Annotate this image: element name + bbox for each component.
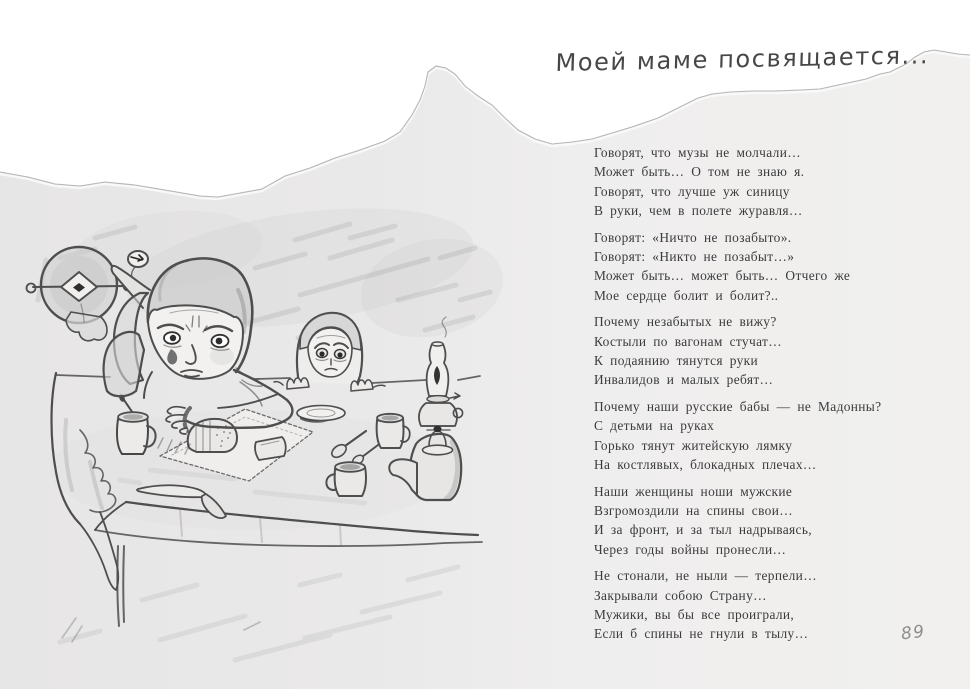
poem-stanza	[594, 143, 881, 220]
child-hand-right	[351, 380, 373, 391]
poem-line: К подаянию тянутся руки	[594, 352, 759, 368]
poem-line: Мужики, вы бы все проиграли,	[594, 607, 795, 623]
poem-line: Мое сердце болит и болит?..	[594, 287, 779, 303]
poem-line: Может быть… О том не знаю я.	[594, 164, 805, 180]
poem-line: Наши женщины ноши мужские	[594, 483, 793, 499]
poem-line: Инвалидов и малых ребят…	[594, 372, 774, 388]
poem-line: Закрывали собою Страну…	[594, 587, 767, 603]
dedication-title: Моей маме посвящается...	[555, 41, 930, 78]
poem-stanza	[594, 397, 881, 474]
poem-line: Через годы войны пронесли…	[594, 541, 787, 557]
bread-slice-icon	[255, 437, 286, 460]
poem-stanza	[594, 228, 881, 305]
poem-line: Если б спины не гнули в тылу…	[594, 626, 809, 642]
poem-line: В руки, чем в полете журавля…	[594, 202, 803, 218]
poem-line: На костлявых, блокадных плечах…	[594, 456, 817, 472]
poem-stanza	[594, 566, 881, 643]
poem-line: Может быть… может быть… Отчего же	[594, 268, 851, 284]
poem-line: Костыли по вагонам стучат…	[594, 333, 782, 349]
poem-line: Почему незабытых не вижу?	[594, 314, 777, 330]
poem-line: Говорят: «Ничто не позабыто».	[594, 229, 792, 245]
poem-stanza	[594, 312, 881, 389]
poem	[594, 143, 881, 651]
poem-stanza	[594, 482, 881, 559]
poem-line: Почему наши русские бабы — не Мадонны?	[594, 399, 882, 415]
poem-line: Говорят: «Никто не позабыт…»	[594, 248, 795, 264]
poem-line: Горько тянут житейскую лямку	[594, 437, 793, 453]
poem-line: Взгромоздили на спины свои…	[594, 503, 793, 519]
poem-line: Не стонали, не ныли — терпели…	[594, 568, 817, 584]
page-number: 89	[899, 621, 927, 645]
poem-line: Говорят, что лучше уж синицу	[594, 183, 790, 199]
poem-line: С детьми на руках	[594, 418, 715, 434]
poem-line: И за фронт, и за тыл надрываясь,	[594, 522, 813, 538]
child-hand-left	[287, 378, 309, 389]
poem-line: Говорят, что музы не молчали…	[594, 145, 801, 160]
